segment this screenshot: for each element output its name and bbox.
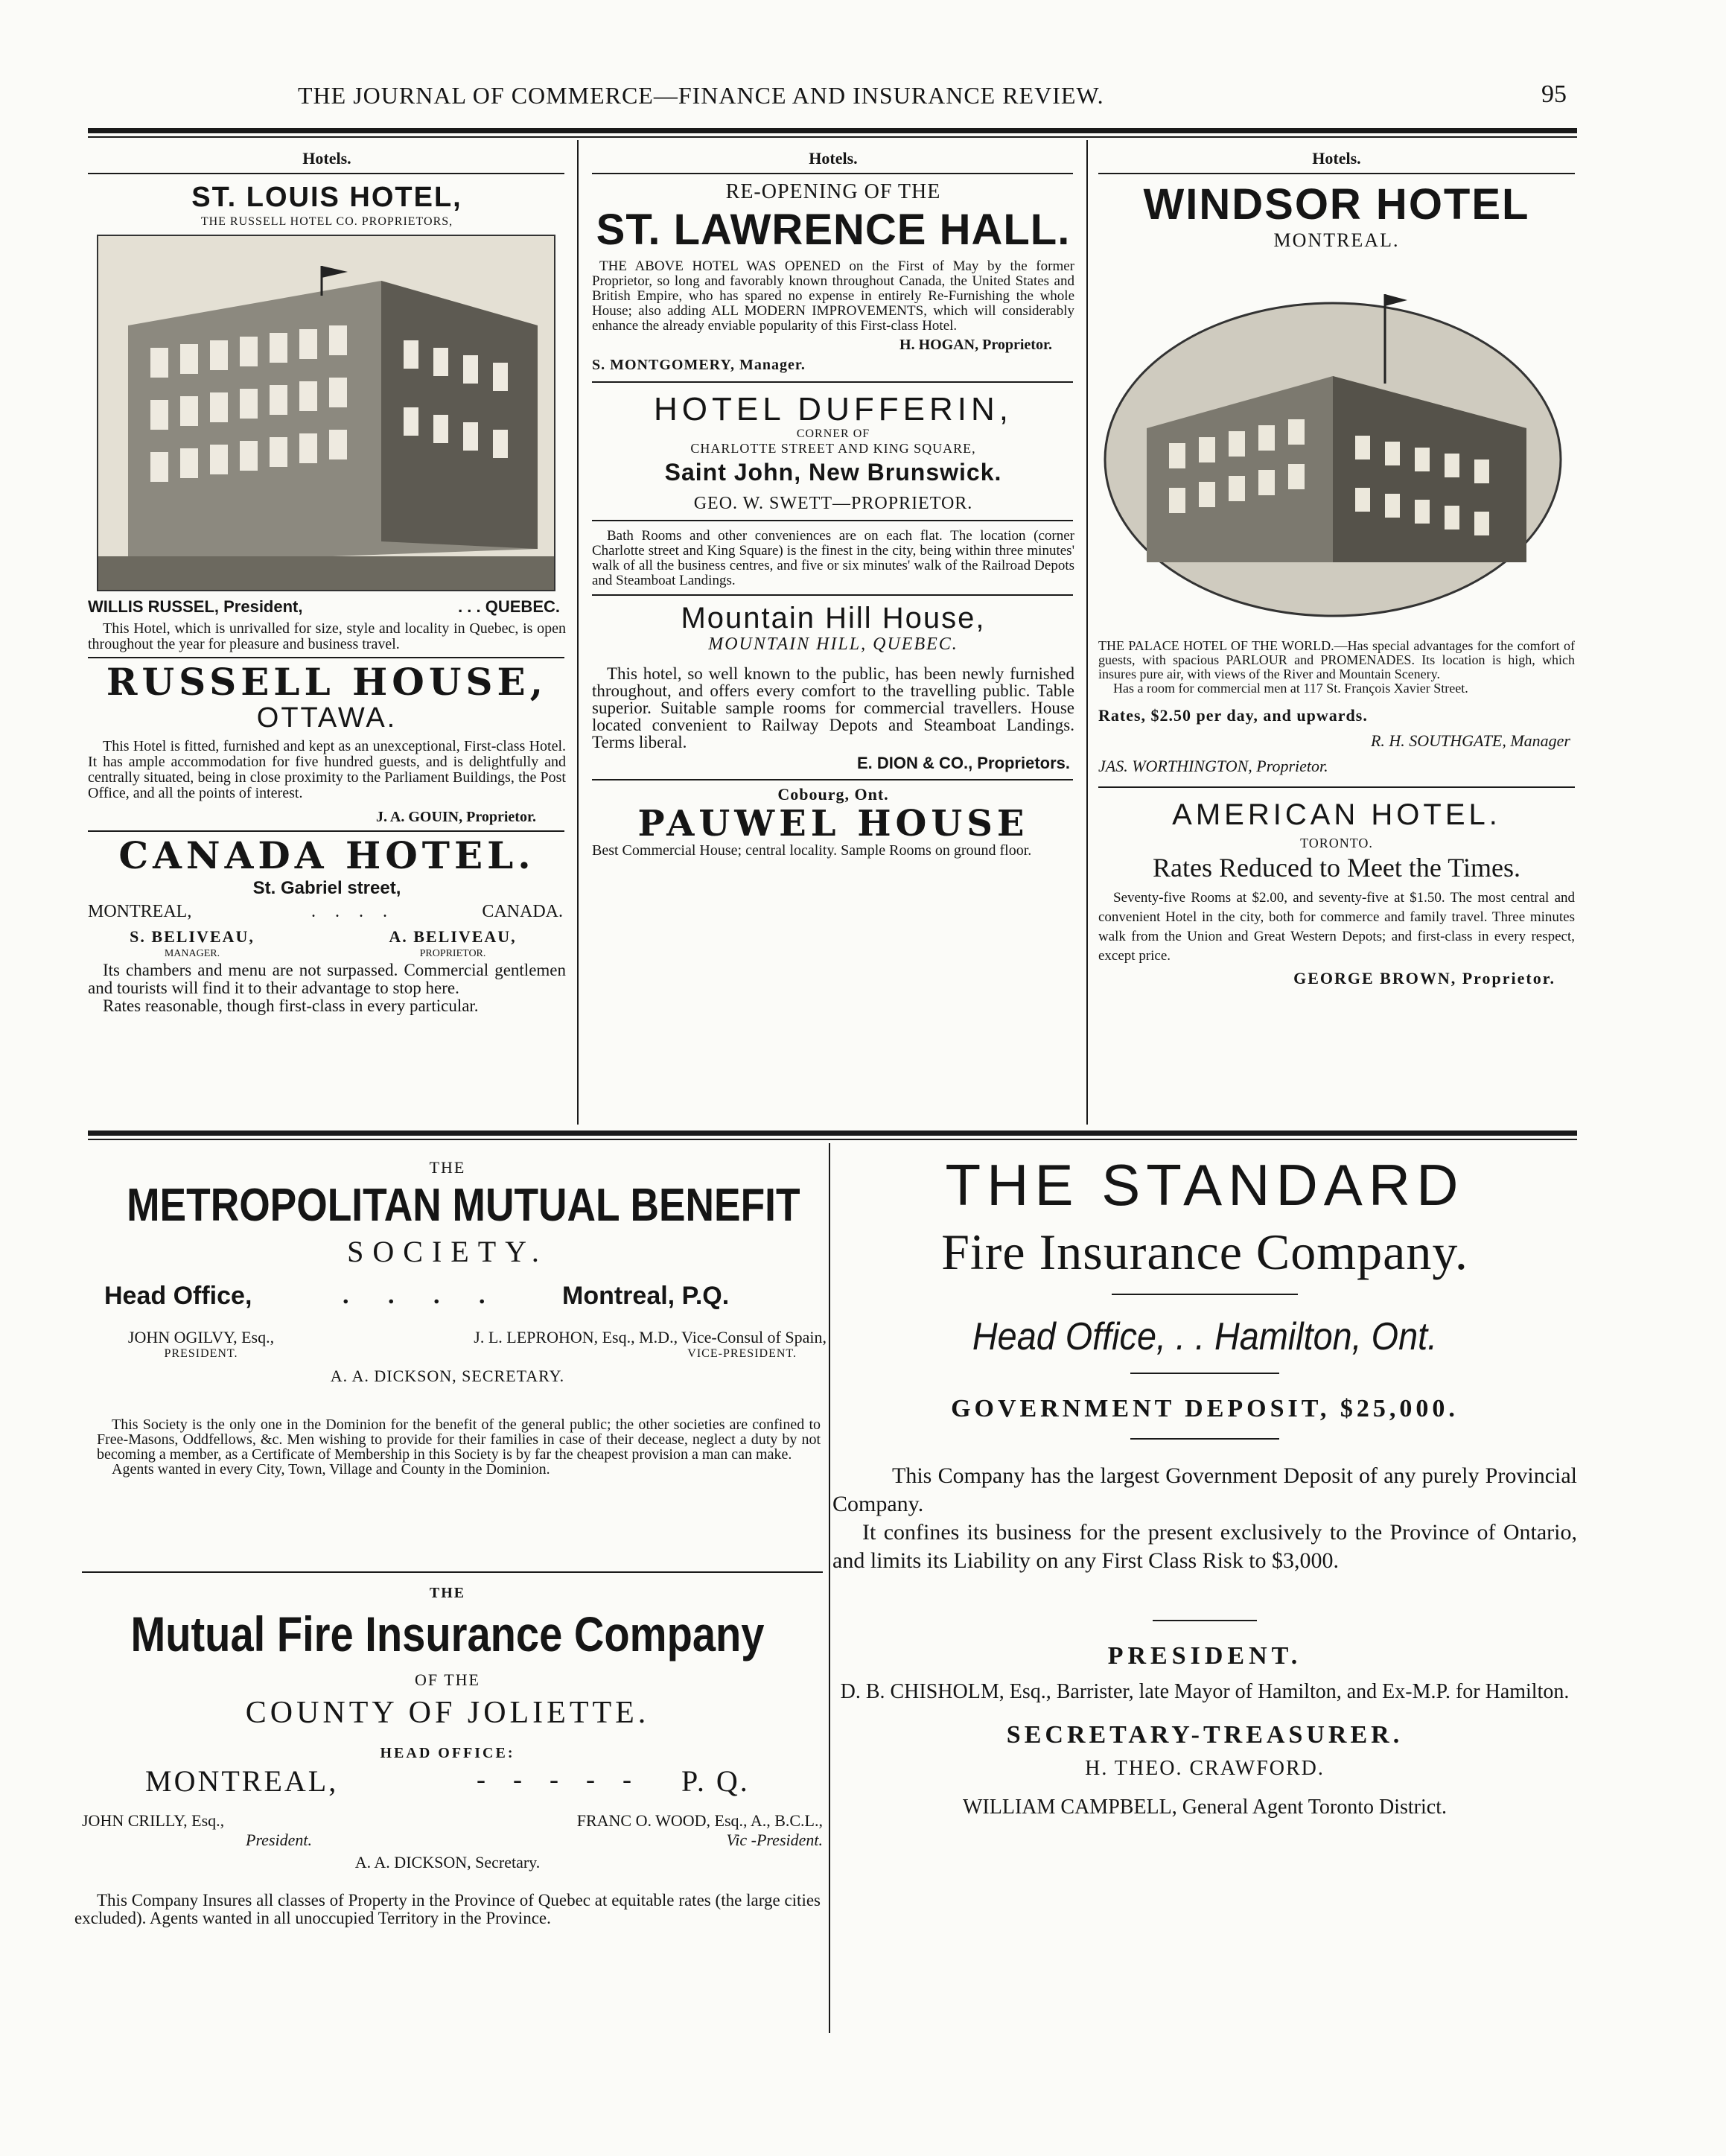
joliette-president-title: President. <box>246 1831 312 1849</box>
canada-hotel-description: Its chambers and menu are not surpassed. Commercial gentlemen and tourists will find it to their advantage to stop here. <box>88 961 566 997</box>
pauwel-city: Cobourg, Ont. <box>777 785 889 804</box>
russell-house-name: RUSSELL HOUSE, <box>106 660 548 704</box>
metropolitan-ad <box>74 1158 827 1478</box>
standard-deposit: GOVERNMENT DEPOSIT, $25,000. <box>951 1395 1459 1422</box>
dufferin-description: Bath Rooms and other conveniences are on each flat. The location (corner Charlotte street and King Square) is the finest in the city, being within three minutes' walk of all the business centres, and five or six minutes' walk of the Railroad Depots and Steamboat Landings. <box>592 528 1074 588</box>
page-number: 95 <box>1541 80 1567 108</box>
windsor-description: THE PALACE HOTEL OF THE WORLD.—Has special advantages for the comfort of guests, with spacious PARLOUR and PROMENADES. Its location is high, which insures pure air, with views of the River and Mountain Scenery. <box>1098 638 1575 681</box>
joliette-dots: - - - - - <box>477 1764 642 1794</box>
metro-society: SOCIETY. <box>347 1235 548 1268</box>
column-3-text <box>1098 639 1575 988</box>
standard-president-heading: PRESIDENT. <box>1107 1642 1302 1670</box>
windsor-hotel-name: WINDSOR HOTEL <box>1143 180 1530 229</box>
journal-title: THE JOURNAL OF COMMERCE—FINANCE AND INSURANCE REVIEW. <box>298 82 1104 109</box>
metro-vice-president <box>320 1328 827 1361</box>
canada-manager-title: MANAGER. <box>164 948 220 959</box>
standard-secretary-heading: SECRETARY-TREASURER. <box>1006 1721 1404 1749</box>
russell-house-city: OTTAWA. <box>256 702 398 734</box>
ad-divider <box>82 1571 823 1573</box>
canada-hotel-street: St. Gabriel street, <box>252 878 401 898</box>
metro-president-name: JOHN OGILVY, Esq., <box>127 1328 275 1346</box>
mountain-hill-proprietor: E. DION & CO., Proprietors. <box>856 754 1070 772</box>
standard-name: THE STANDARD <box>945 1152 1465 1218</box>
american-hotel-proprietor: GEORGE BROWN, Proprietor. <box>1293 969 1555 988</box>
pauwel-house-name: PAUWEL HOUSE <box>637 803 1029 845</box>
metro-agents-wanted: Agents wanted in every City, Town, Village and County in the Dominion. <box>112 1461 550 1478</box>
dufferin-corner: CORNER OF <box>796 427 870 440</box>
russell-house-proprietor: J. A. GOUIN, Proprietor. <box>376 809 536 825</box>
canada-hotel-city: MONTREAL, <box>88 902 192 921</box>
st-louis-hotel-name: ST. LOUIS HOTEL, <box>191 182 462 213</box>
dufferin-city: Saint John, New Brunswick. <box>664 459 1002 486</box>
hotel-dufferin-name: HOTEL DUFFERIN, <box>654 391 1013 427</box>
american-hotel-city: TORONTO. <box>1300 836 1373 850</box>
windsor-rates: Rates, $2.50 per day, and upwards. <box>1098 706 1368 725</box>
joliette-the: THE <box>429 1585 466 1601</box>
section-divider <box>88 1131 1577 1136</box>
column-1-text <box>88 597 566 1015</box>
standard-ad <box>832 1151 1577 1819</box>
standard-description-1: This Company has the largest Government Deposit of any purely Provincial Company. <box>832 1463 1577 1516</box>
standard-president: D. B. CHISHOLM, Esq., Barrister, late Mayor of Hamilton, and Ex-M.P. for Hamilton. <box>840 1680 1570 1703</box>
joliette-description: This Company Insures all classes of Property in the Province of Quebec at equitable rates (the large cities excluded). Agents wanted in all unoccupied Territory in the Province. <box>74 1891 821 1927</box>
windsor-city: MONTREAL. <box>1273 229 1400 251</box>
joliette-ad <box>74 1585 821 1927</box>
metro-president-title: PRESIDENT. <box>164 1347 238 1360</box>
windsor-proprietor: JAS. WORTHINGTON, Proprietor. <box>1098 757 1328 775</box>
american-hotel-description: Seventy-five Rooms at $2.00, and seventy-five at $1.50. The most central and convenient Hotel in the city, both for commerce and family travel. Three minutes walk from the Union and Great Western Depots; and first-class in every respect, except price. <box>1098 890 1575 964</box>
section-heading: Hotels. <box>809 149 858 168</box>
column-divider <box>1086 140 1088 1125</box>
metro-head-dots: . . . . <box>343 1282 502 1309</box>
metro-the: THE <box>429 1158 466 1177</box>
st-lawrence-proprietor: H. HOGAN, Proprietor. <box>899 337 1052 353</box>
joliette-head-office: HEAD OFFICE: <box>380 1745 515 1761</box>
joliette-secretary: A. A. DICKSON, Secretary. <box>354 1853 541 1872</box>
column-divider <box>577 140 579 1125</box>
st-louis-city: . . . QUEBEC. <box>458 597 560 616</box>
metro-vp-name: J. L. LEPROHON, Esq., M.D., Vice-Consul of Spain, <box>474 1328 827 1346</box>
header-rule <box>88 128 1577 133</box>
reopening-label: RE-OPENING OF THE <box>725 180 941 203</box>
metro-description: This Society is the only one in the Dominion for the benefit of the general public; the other societies are confined to Free-Masons, Oddfellows, &c. Men wishing to provide for their families in case of their decease, neglect a duty by not becoming a member, as a Certificate of Membership in this Society is by far the cheapest provision a man can make. <box>97 1416 821 1463</box>
joliette-name: Mutual Fire Insurance Company <box>130 1606 765 1661</box>
column-divider <box>829 1143 830 2033</box>
metro-name: METROPOLITAN MUTUAL BENEFIT <box>127 1180 800 1231</box>
american-hotel-name: AMERICAN HOTEL. <box>1172 798 1501 831</box>
column-3 <box>1098 141 1575 252</box>
joliette-vice-president <box>432 1811 823 1850</box>
st-lawrence-manager: S. MONTGOMERY, Manager. <box>592 357 806 373</box>
standard-secretary: H. THEO. CRAWFORD. <box>1085 1757 1325 1780</box>
mountain-hill-location: MOUNTAIN HILL, QUEBEC. <box>708 635 958 654</box>
windsor-hotel-engraving <box>1102 294 1564 626</box>
standard-agent: WILLIAM CAMPBELL, General Agent Toronto District. <box>963 1796 1447 1819</box>
standard-description-2: It confines its business for the present exclusively to the Province of Ontario, and limits its Liability on any First Class Risk to $3,000. <box>832 1520 1577 1573</box>
canada-hotel-country: CANADA. <box>482 902 563 921</box>
joliette-of-the: OF THE <box>415 1670 480 1689</box>
canada-hotel-dots: . . . . <box>311 902 395 921</box>
joliette-city: MONTREAL, <box>145 1764 339 1798</box>
joliette-province: P. Q. <box>681 1764 750 1798</box>
russell-house-description: This Hotel is fitted, furnished and kept as an unexceptional, First-class Hotel. It has ample accommodation for five hundred guests, and is delightfully and centrally situated, being in close proximity to the Parliament Buildings, the Post Office, and all the points of interest. <box>88 738 566 801</box>
joliette-president <box>82 1811 365 1850</box>
metro-vp-title: VICE-PRESIDENT. <box>687 1347 797 1360</box>
section-heading: Hotels. <box>1312 149 1361 168</box>
standard-head-office: Head Office, . . Hamilton, Ont. <box>972 1315 1438 1358</box>
st-lawrence-hall-name: ST. LAWRENCE HALL. <box>596 206 1071 254</box>
joliette-president-name: JOHN CRILLY, Esq., <box>82 1811 225 1830</box>
st-louis-description: This Hotel, which is unrivalled for size, style and locality in Quebec, is open throughout the year for pleasure and business travel. <box>88 620 566 652</box>
metro-head-office: Head Office, <box>104 1282 252 1310</box>
canada-manager-name: S. BELIVEAU, <box>130 927 255 946</box>
column-1 <box>88 141 566 229</box>
canada-hotel-rates: Rates reasonable, though first-class in every particular. <box>103 996 479 1015</box>
dufferin-proprietor: GEO. W. SWETT—PROPRIETOR. <box>693 494 973 513</box>
st-louis-hotel-engraving <box>97 235 555 591</box>
metro-head-city: Montreal, P.Q. <box>562 1282 730 1310</box>
mountain-hill-house-name: Mountain Hill House, <box>681 602 986 635</box>
canada-hotel-name: CANADA HOTEL. <box>118 833 535 877</box>
windsor-commercial-room: Has a room for commercial men at 117 St. François Xavier Street. <box>1113 681 1468 696</box>
standard-subtitle: Fire Insurance Company. <box>941 1224 1468 1280</box>
column-2 <box>592 141 1074 858</box>
joliette-vp-title: Vic -President. <box>726 1831 823 1849</box>
canada-proprietor <box>341 927 564 960</box>
st-louis-president: WILLIS RUSSEL, President, <box>88 597 303 616</box>
pauwel-description: Best Commercial House; central locality. Sample Rooms on ground floor. <box>592 842 1032 859</box>
canada-manager <box>103 927 281 960</box>
st-lawrence-description: THE ABOVE HOTEL WAS OPENED on the First of May by the former Proprietor, so long and favorably known throughout Canada, the United States and British Empire, who has spared no expense in entirely Re-Furnishing the whole House; also adding ALL MODERN IMPROVEMENTS, which will considerably enhance the already enviable popularity of this First-class Hotel. <box>592 258 1074 334</box>
metro-secretary: A. A. DICKSON, SECRETARY. <box>330 1367 565 1385</box>
canada-proprietor-title: PROPRIETOR. <box>419 948 486 959</box>
windsor-manager: R. H. SOUTHGATE, Manager <box>1370 731 1570 750</box>
american-hotel-tagline: Rates Reduced to Meet the Times. <box>1153 853 1520 883</box>
mountain-hill-description: This hotel, so well known to the public, has been newly furnished throughout, and offers every comfort to the travelling public. Table superior. Suitable sample rooms for commercial travellers. House located convenient to Railway Depots and Steamboat Landings. Terms liberal. <box>592 664 1074 751</box>
section-heading: Hotels. <box>302 149 351 168</box>
metro-president <box>82 1328 320 1361</box>
dufferin-streets: CHARLOTTE STREET AND KING SQUARE, <box>690 441 976 456</box>
canada-proprietor-name: A. BELIVEAU, <box>389 927 517 946</box>
joliette-county: COUNTY OF JOLIETTE. <box>245 1696 650 1730</box>
joliette-vp-name: FRANC O. WOOD, Esq., A., B.C.L., <box>576 1811 823 1830</box>
st-louis-proprietors: THE RUSSELL HOTEL CO. PROPRIETORS, <box>200 215 453 228</box>
